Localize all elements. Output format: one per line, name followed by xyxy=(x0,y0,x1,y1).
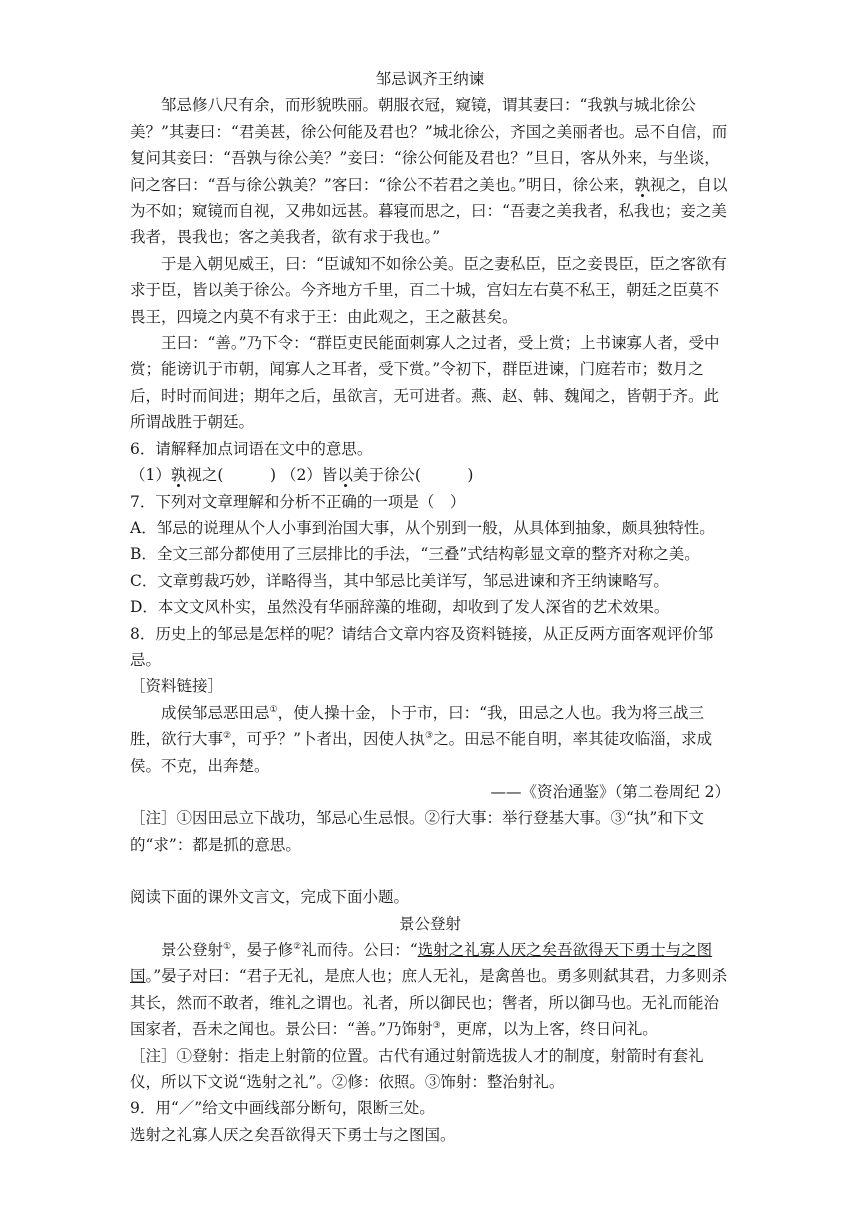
item-text: （1） xyxy=(130,466,171,485)
footnote-mark: ① xyxy=(223,941,232,952)
item-text: （2）皆 xyxy=(280,466,338,485)
dotted-word: 孰 xyxy=(634,175,650,194)
passage-title: 邹忌讽齐王纳谏 xyxy=(375,70,485,88)
footnote-mark: ② xyxy=(293,941,302,952)
paragraph-text: ，更席，以为上客，终日问礼。 xyxy=(440,1020,658,1039)
footnote-mark: ③ xyxy=(425,731,434,741)
passage-paragraph: 于是入朝见威王，曰：“臣诚知不如徐公美。臣之妻私臣，臣之妾畏臣，臣之客欲有求于臣，皆以美于徐公。今齐地方千里，百二十城，宫妇左右莫不私王，朝廷之臣莫不畏王，四境之内莫不有求于王：由此观之，王之蔽甚矣。 xyxy=(130,254,727,326)
option-b: B．全文三部分都使用了三层排比的手法，“三叠”式结构彰显文章的整齐对称之美。 xyxy=(130,545,700,564)
dotted-word: 以 xyxy=(337,466,353,485)
question-8: 8．历史上的邹忌是怎样的呢？请结合文章内容及资料链接，从正反两方面客观评价邹忌。 xyxy=(130,624,714,669)
question-9-text: 选射之礼寡人厌之矣吾欲得天下勇士与之图国。 xyxy=(130,1125,456,1144)
paragraph-text: 邹忌修八尺有余，而形貌昳丽。朝服衣冠，窥镜，谓其妻曰：“我孰与城北徐公美？”其妻曰：“君美甚，徐公何能及君也？”城北徐公，齐国之美丽者也。忌不自信，而复问其妾曰：“吾孰与徐公美？”妾曰：“徐公何能及君也？”旦日，客从外来，与坐谈，问之客曰：“吾与徐公孰美？”客曰：“徐公不若君之美也。”明日，徐公来， xyxy=(130,96,728,194)
spacer xyxy=(130,858,730,884)
paragraph-text: 视之，自以为不如；窥镜而自视，又弗如远甚。暮寝而思之，曰：“吾妻之美我者，私我也；妾之美我者，畏我也；客之美我者，欲有求于我也。” xyxy=(130,175,728,247)
footnote-mark: ③ xyxy=(432,1021,441,1032)
option-d: D．本文文风朴实，虽然没有华丽辞藻的堆砌，却收到了发人深省的艺术效果。 xyxy=(130,598,670,617)
question-6: 6．请解释加点词语在文中的意思。 xyxy=(130,439,373,458)
passage-paragraph xyxy=(130,92,730,250)
underlined-text: 选射之礼寡人厌之矣吾欲得天下勇士与之图国 xyxy=(130,941,713,986)
paragraph-text: 。”晏子对曰：“君子无礼，是庶人也；庶人无礼，是禽兽也。勇多则弑其君，力多则杀其长，然而不敢者，维礼之谓也。礼者，所以御民也；辔者，所以御马也。无礼而能治国家者，吾未之闻也。景公曰：“善。”乃饰射 xyxy=(130,967,728,1039)
question-6-items xyxy=(130,462,730,488)
footnote: ［注］①登射：指走上射箭的位置。古代有通过射箭选拔人才的制度，射箭时有套礼仪，所以下文说“选射之礼”。②修：依照。③饰射：整治射礼。 xyxy=(130,1046,704,1092)
footnote-mark: ② xyxy=(223,731,232,741)
footnote: ［注］①因田忌立下战功，邹忌心生忌恨。②行大事：举行登基大事。③“执”和下文的“求”：都是抓的意思。 xyxy=(130,809,704,854)
passage-title: 景公登射 xyxy=(398,914,461,933)
paragraph-text: ，使人操十金，卜于市，曰：“我，田忌之人也。我为将三战三胜，欲行大事 xyxy=(130,703,705,749)
paragraph-text: 成侯邹忌恶田忌 xyxy=(161,703,270,722)
paragraph-text: ，晏子修 xyxy=(231,941,294,959)
paragraph-text: ，可乎？”卜者出，因使人执 xyxy=(231,730,426,749)
passage-paragraph xyxy=(130,937,730,1043)
passage-paragraph: 王曰：“善。”乃下令：“群臣吏民能面刺寡人之过者，受上赏；上书谏寡人者，受中赏；能谤讥于市朝，闻寡人之耳者，受下赏。”令初下，群臣进谏，门庭若市；数月之后，时时而间进；期年之后，虽欲言，无可进者。燕、赵、韩、魏闻之，皆朝于齐。此所谓战胜于朝廷。 xyxy=(130,334,720,432)
resource-paragraph xyxy=(130,700,730,779)
paragraph-text: 景公登射 xyxy=(161,941,224,959)
question-7: 7．下列对文章理解和分析不正确的一项是（ ） xyxy=(130,492,466,511)
option-c: C．文章剪裁巧妙，详略得当，其中邹忌比美详写，邹忌进谏和齐王纳谏略写。 xyxy=(130,571,669,590)
document-page xyxy=(130,66,730,1148)
item-text: 美于徐公( ) xyxy=(352,466,474,485)
source-citation: ——《资治通鉴》（第二卷周纪 2） xyxy=(490,782,730,801)
option-a: A．邹忌的说理从个人小事到治国大事，从个别到一般，从具体到抽象，颇具独特性。 xyxy=(130,518,715,537)
resource-link-label: ［资料链接］ xyxy=(130,677,224,696)
paragraph-text: 之。田忌不能自明，率其徒攻临淄，求成侯。不克，出奔楚。 xyxy=(130,730,713,775)
question-9: 9．用“／”给文中画线部分断句，限断三处。 xyxy=(130,1099,435,1118)
footnote-mark: ① xyxy=(269,704,278,715)
paragraph-text: 礼而待。公曰：“ xyxy=(301,941,418,959)
section-intro: 阅读下面的课外文言文，完成下面小题。 xyxy=(130,888,410,907)
item-text: 视之( ) xyxy=(186,466,276,485)
dotted-word: 孰 xyxy=(170,466,187,485)
